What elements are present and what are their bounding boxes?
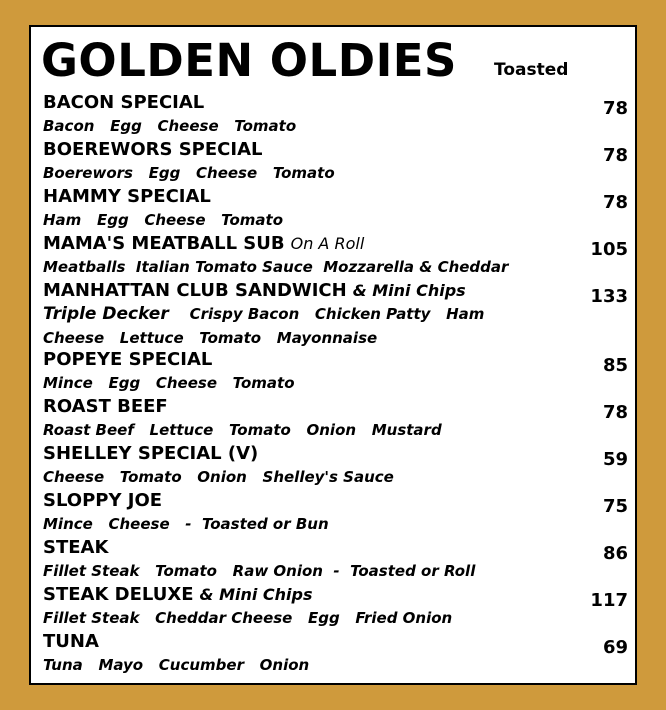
menu-subtitle: Toasted [494, 60, 569, 80]
item-name: MANHATTAN CLUB SANDWICH [43, 280, 347, 301]
item-price: 78 [602, 145, 628, 166]
item-price: 105 [590, 239, 628, 260]
item-note: On A Roll [290, 234, 365, 253]
item-price: 78 [602, 402, 628, 423]
item-name: HAMMY SPECIAL [43, 186, 211, 207]
item-note: & Mini Chips [199, 585, 313, 604]
menu-item-steak-deluxe [43, 584, 628, 630]
item-price: 75 [602, 496, 628, 517]
item-price: 133 [590, 286, 628, 307]
item-description: Tuna Mayo Cucumber Onion [43, 656, 310, 674]
item-name-row [43, 584, 628, 606]
item-name: MAMA'S MEATBALL SUB [43, 233, 285, 254]
item-name: STEAK DELUXE [43, 584, 194, 605]
menu-item-steak [43, 537, 628, 583]
menu-item-hammy-special [43, 186, 628, 232]
menu-item-manhattan-club-sandwich [43, 280, 628, 350]
menu-item-tuna [43, 631, 628, 677]
menu-item-roast-beef [43, 396, 628, 442]
item-price: 59 [602, 449, 628, 470]
item-description: Meatballs Italian Tomato Sauce Mozzarella & Cheddar [43, 258, 509, 276]
item-name: BOEREWORS SPECIAL [43, 139, 263, 160]
menu-title: GOLDEN OLDIES [41, 34, 457, 87]
item-description-line-2: Cheese Lettuce Tomato Mayonnaise [43, 329, 378, 347]
item-name-row [43, 280, 628, 302]
item-note: & Mini Chips [352, 281, 466, 300]
item-name: SLOPPY JOE [43, 490, 163, 511]
item-description: Bacon Egg Cheese Tomato [43, 117, 297, 135]
item-description: Roast Beef Lettuce Tomato Onion Mustard [43, 421, 442, 439]
item-name: TUNA [43, 631, 99, 652]
item-name: STEAK [43, 537, 109, 558]
menu-item-shelley-special [43, 443, 628, 489]
item-name: ROAST BEEF [43, 396, 168, 417]
item-description-rest: Crispy Bacon Chicken Patty Ham [189, 305, 485, 323]
item-description: Ham Egg Cheese Tomato [43, 211, 283, 229]
item-description: Boerewors Egg Cheese Tomato [43, 164, 335, 182]
item-name: BACON SPECIAL [43, 92, 205, 113]
item-description: Fillet Steak Tomato Raw Onion - Toasted or Roll [43, 562, 476, 580]
item-description: Mince Egg Cheese Tomato [43, 374, 295, 392]
item-price: 78 [602, 192, 628, 213]
item-price: 85 [602, 355, 628, 376]
item-price: 117 [590, 590, 628, 611]
item-price: 86 [602, 543, 628, 564]
menu-item-boerewors-special [43, 139, 628, 185]
item-price: 69 [602, 637, 628, 658]
item-description-lead: Triple Decker [43, 304, 169, 324]
item-name: SHELLEY SPECIAL (V) [43, 443, 259, 464]
menu-panel [29, 25, 637, 685]
item-description: Cheese Tomato Onion Shelley's Sauce [43, 468, 394, 486]
menu-item-sloppy-joe [43, 490, 628, 536]
item-description: Mince Cheese - Toasted or Bun [43, 515, 329, 533]
item-description: Fillet Steak Cheddar Cheese Egg Fried Onion [43, 609, 453, 627]
item-description-line-1 [43, 302, 628, 326]
item-name: POPEYE SPECIAL [43, 349, 213, 370]
menu-item-popeye-special [43, 349, 628, 395]
menu-item-mamas-meatball-sub [43, 233, 628, 279]
item-name-row [43, 233, 628, 255]
menu-item-bacon-special [43, 92, 628, 138]
item-price: 78 [602, 98, 628, 119]
